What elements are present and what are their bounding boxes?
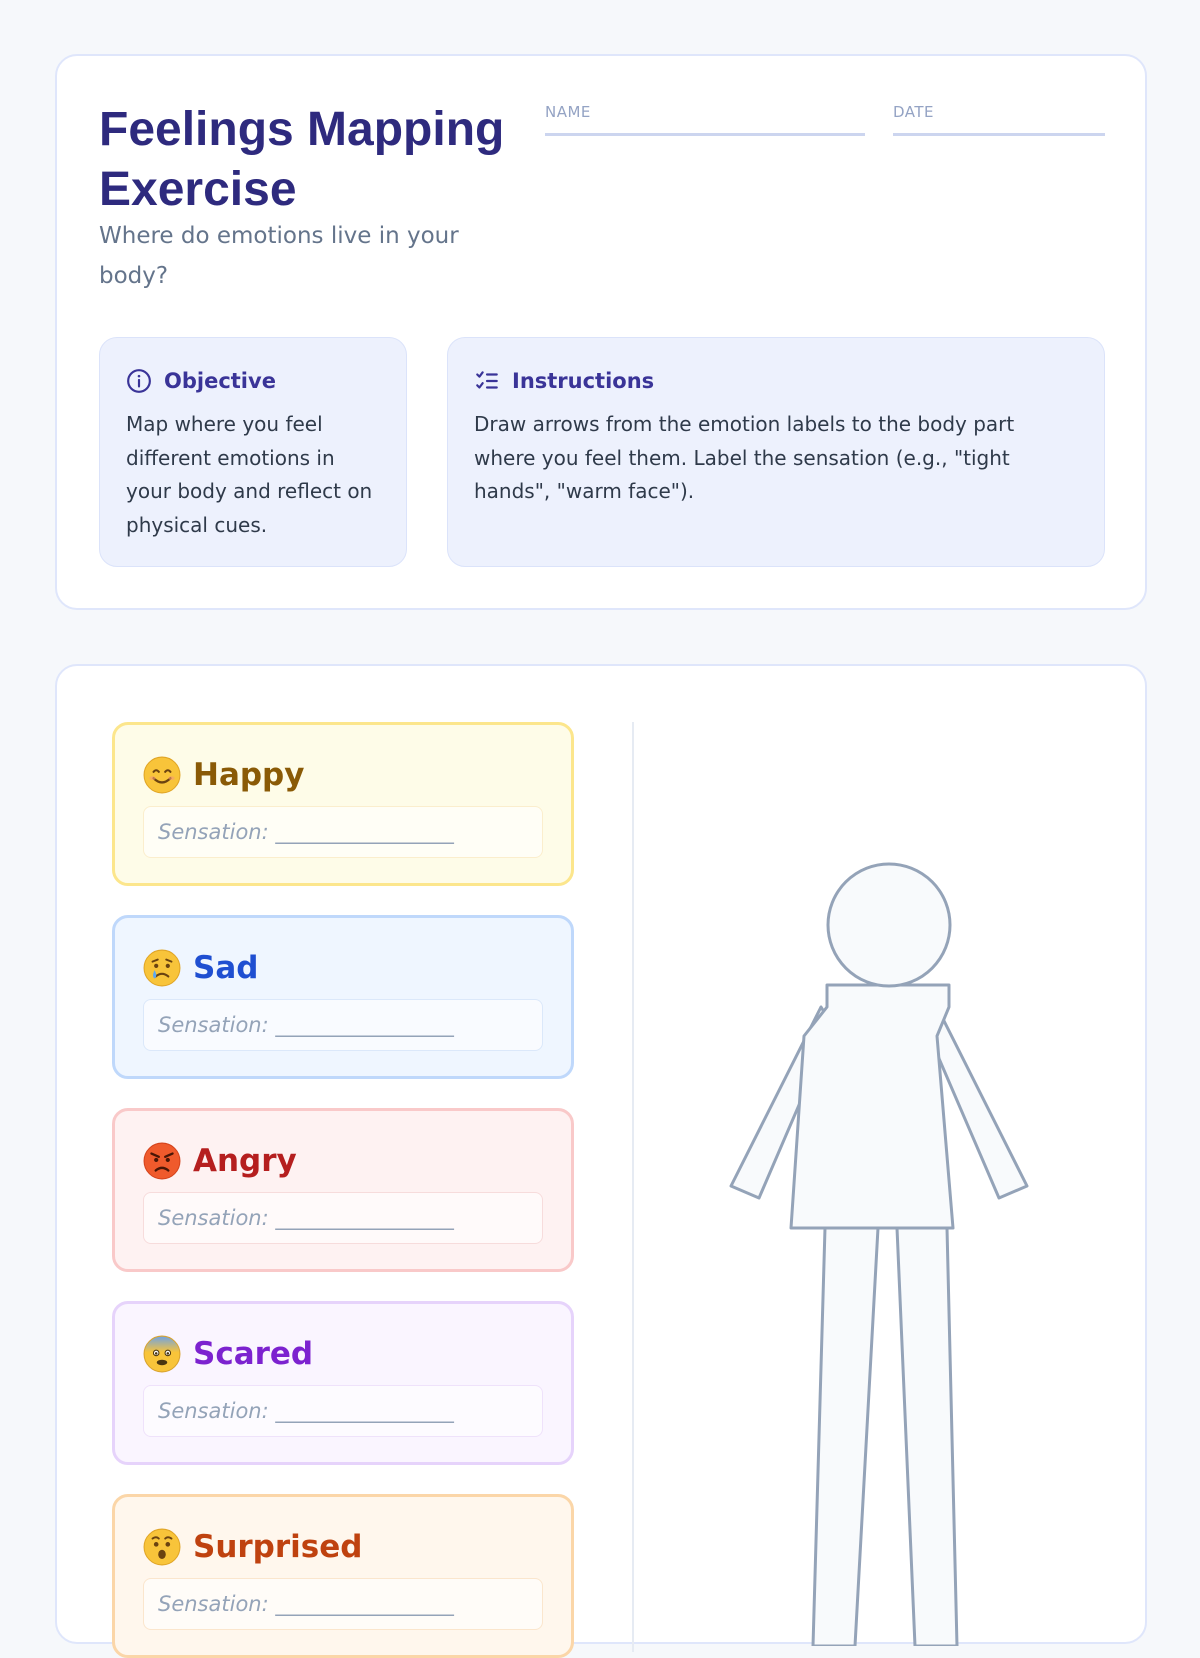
- sensation-field[interactable]: Sensation: _________________: [143, 1578, 543, 1630]
- left-leg: [813, 1228, 878, 1646]
- page-title: Feelings Mapping Exercise: [99, 103, 505, 216]
- emotion-name: Scared: [193, 1336, 314, 1372]
- date-label: DATE: [893, 103, 935, 121]
- head: [828, 864, 950, 986]
- column-divider: [632, 722, 634, 1652]
- date-input-line[interactable]: [893, 133, 1105, 136]
- emotion-header: [143, 946, 258, 990]
- mapping-card: [55, 664, 1147, 1644]
- angry-face-icon: [143, 1142, 181, 1180]
- instructions-header: [474, 366, 1078, 396]
- body-outline-icon: [657, 826, 1077, 1646]
- name-field[interactable]: [545, 103, 865, 136]
- emotion-card-scared[interactable]: [112, 1301, 574, 1465]
- instructions-box: [447, 337, 1105, 567]
- emotion-card-sad[interactable]: [112, 915, 574, 1079]
- objective-text: Map where you feel different emotions in your body and reflect on physical cues.: [126, 412, 373, 537]
- emotion-name: Surprised: [193, 1529, 363, 1565]
- objective-heading: Objective: [164, 369, 276, 393]
- emotion-name: Angry: [193, 1143, 297, 1179]
- sensation-field[interactable]: Sensation: _________________: [143, 999, 543, 1051]
- sensation-field[interactable]: Sensation: _________________: [143, 1192, 543, 1244]
- page-subtitle: Where do emotions live in your body?: [99, 223, 459, 289]
- sensation-field[interactable]: Sensation: _________________: [143, 1385, 543, 1437]
- smiling-face-icon: [143, 756, 181, 794]
- info-circle-icon: [126, 368, 152, 394]
- fearful-face-icon: [143, 1335, 181, 1373]
- instructions-text: Draw arrows from the emotion labels to the body part where you feel them. Label the sensation (e.g., "tight hands", "warm face").: [474, 412, 1015, 503]
- emotion-card-surprised[interactable]: [112, 1494, 574, 1658]
- emotion-card-angry[interactable]: [112, 1108, 574, 1272]
- emotion-name: Sad: [193, 950, 259, 986]
- sensation-field[interactable]: Sensation: _________________: [143, 806, 543, 858]
- date-field[interactable]: [893, 103, 1105, 136]
- emotion-header: [143, 1139, 297, 1183]
- instructions-heading: Instructions: [512, 369, 655, 393]
- checklist-icon: [474, 368, 500, 394]
- name-label: NAME: [545, 103, 591, 121]
- emotion-header: [143, 1332, 313, 1376]
- objective-header: [126, 366, 380, 396]
- worksheet-header-card: [55, 54, 1147, 610]
- name-input-line[interactable]: [545, 133, 865, 136]
- emotion-header: [143, 753, 304, 797]
- right-leg: [897, 1228, 957, 1646]
- emotion-name: Happy: [193, 757, 305, 793]
- emotion-header: [143, 1525, 362, 1569]
- crying-face-icon: [143, 949, 181, 987]
- astonished-face-icon: [143, 1528, 181, 1566]
- objective-box: [99, 337, 407, 567]
- emotion-card-happy[interactable]: [112, 722, 574, 886]
- torso: [791, 985, 953, 1228]
